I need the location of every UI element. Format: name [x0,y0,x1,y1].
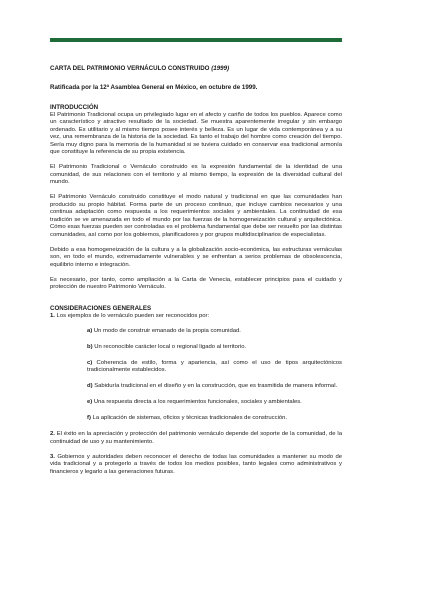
intro-heading: INTRODUCCIÓN [50,104,99,111]
item-text: Gobiernos y autoridades deben reconocer el derecho de todas las comunidades a mantener su modo de vida tradicional y a protegerlo a través de todos los medios posibles, tanto legales como administrativos y financieros y legarlo a las generaciones futuras. [50,453,342,475]
item-number: 2. [50,431,55,438]
sub-item-f [87,415,342,423]
item-number: 1. [50,312,55,319]
intro-paragraph-3: El Patrimonio Vernáculo construido constituye el modo natural y tradicional en que las comunidades han producido su propio hábitat. Forma parte de un proceso continuo, que incluye cambios necesarios y una continua adaptación como respuesta a los requerimientos sociales y ambientales. La continuidad de esa tradición se ve amenazada en todo el mundo por las fuerzas de la homogeneización cultural y arquitectónica. Cómo esas fuerzas pueden ser controladas es el problema fundamental que debe ser resuelto por las distintas comunidades, así como por los gobiernos, planificadores y por grupos multidisciplinarios de especialistas. [50,194,342,238]
sub-text: Un modo de construir emanado de la propia comunidad. [92,327,241,334]
sub-item-c [87,360,342,375]
consideration-item-2 [50,431,342,446]
considerations-heading: CONSIDERACIONES GENERALES [50,305,152,313]
sub-letter: f) [87,415,91,422]
sub-item-b [87,344,342,352]
sub-letter: c) [87,359,93,366]
sub-text: Un reconocible carácter local o regional ligado al territorio. [92,343,247,350]
sub-text: Sabiduría tradicional en el diseño y en la construcción, que es trasmitida de manera informal. [92,383,338,390]
item-text: Los ejemplos de lo vernáculo pueden ser reconocidos por: [54,312,210,319]
header-rule [50,38,342,42]
sub-text: La aplicación de sistemas, oficios y técnicas tradicionales de construcción. [90,415,288,422]
consideration-item-3 [50,454,342,477]
sub-item-d [87,383,342,391]
intro-paragraph-1: El Patrimonio Tradicional ocupa un privilegiado lugar en el afecto y cariño de todos los pueblos. Aparece como un característico y atractivo resultado de la sociedad. Se muestra aparentemente irregular y sin embargo ordenado. Es utilitario y al mismo tiempo posee interés y belleza. Es un lugar de vida contemporánea y a su vez, una remembranza de la historia de la sociedad. Es tanto el trabajo del hombre como creación del tiempo. Sería muy digno para la memoria de la humanidad si se tuviera cuidado en conservar esa tradicional armonía que constituye la referencia de su propia existencia. [50,111,342,156]
sub-letter: d) [87,383,93,390]
document-page [50,38,342,484]
item-number: 3. [50,453,55,460]
sub-item-e [87,399,342,407]
sub-item-a [87,328,342,336]
item-text: El éxito en la apreciación y protección del patrimonio vernáculo depende del soporte de la comunidad, de la continuidad de uso y su mantenimiento. [50,431,342,445]
sub-text: Coherencia de estilo, forma y apariencia, así como el uso de tipos arquitectónicos tradicionalmente establecidos. [87,359,342,374]
intro-paragraph-5: Es necesario, por tanto, como ampliación a la Carta de Venecia, establecer principios para el cuidado y protección de nuestro Patrimonio Vernáculo. [50,276,342,291]
document-subtitle: Ratificada por la 12ª Asamblea General en México, en octubre de 1999. [50,84,258,91]
sub-letter: b) [87,343,93,350]
sub-letter: e) [87,399,93,406]
consideration-item-1 [50,313,342,321]
intro-paragraph-2: El Patrimonio Tradicional o Vernáculo construido es la expresión fundamental de la identidad de una comunidad, de sus relaciones con el territorio y al mismo tiempo, la expresión de la diversidad cultural del mundo. [50,164,342,186]
intro-paragraph-4: Debido a esa homogeneización de la cultura y a la globalización socio-económica, las estructuras vernáculas son, en todo el mundo, extremadamente vulnerables y se enfrentan a serios problemas de obsolescencia, equilibrio interno e integración. [50,246,342,268]
document-title [50,65,342,73]
sub-letter: a) [87,327,93,334]
sub-text: Una respuesta directa a los requerimientos funcionales, sociales y ambientales. [92,399,302,406]
title-text: CARTA DEL PATRIMONIO VERNÁCULO CONSTRUIDO [50,65,212,72]
title-year: (1999) [211,65,230,72]
